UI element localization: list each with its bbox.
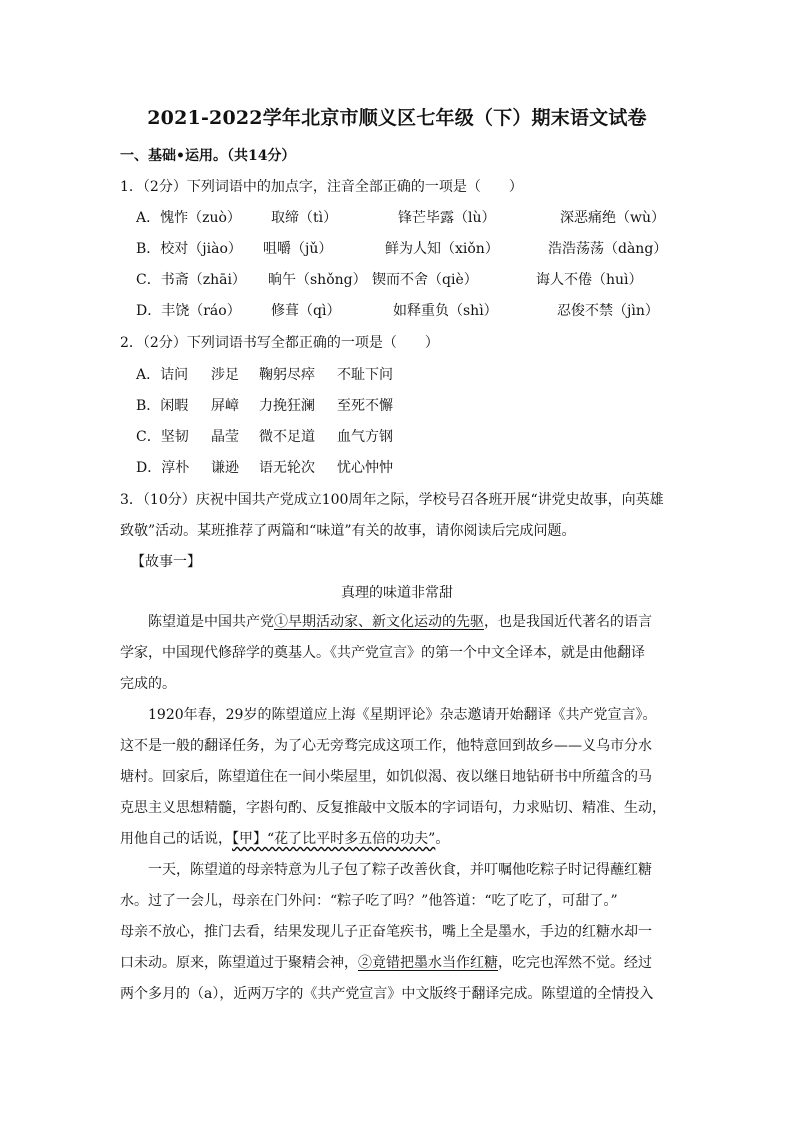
paragraph-2-line-2: 这不是一般的翻译任务，为了心无旁骛完成这项工作，他特意回到故乡——义乌市分水 [120, 738, 652, 754]
question-3-stem-line-2: 致敬”活动。某班推荐了两篇和“味道”有关的故事，请你阅读后完成问题。 [120, 523, 576, 539]
story-title: 真理的味道非常甜 [341, 585, 453, 601]
option-label: D．丰饶（ráo） [136, 303, 241, 319]
option-word: 忧心忡忡 [337, 460, 393, 476]
option-label: A．诘问 [136, 367, 189, 383]
text-segment: 陈望道是中国共产党 [148, 614, 274, 630]
option-label: C．坚韧 [136, 429, 189, 445]
paragraph-2-line-5 [120, 824, 449, 855]
paragraph-2-line-4: 克思主义思想精髓，字斟句酌、反复推敲中文版本的字词语句，力求贴切、精准、生动， [120, 800, 666, 816]
option-word: 锲而不舍（qiè） [372, 272, 478, 288]
underlined-phrase-1: ①早期活动家、新文化运动的先驱 [274, 614, 484, 630]
option-word: 涉足 [211, 367, 239, 383]
paragraph-3-line-4 [120, 948, 652, 979]
question-2-stem: 2．（2分）下列词语书写全都正确的一项是（ ） [120, 335, 439, 351]
option-word: 如释重负（shì） [393, 303, 498, 319]
option-word: 浩浩荡荡（dàng） [548, 241, 668, 257]
paragraph-3-line-3: 母亲不放心，推门去看，结果发现儿子正奋笔疾书，嘴上全是墨水，手边的红糖水却一 [120, 924, 652, 940]
paragraph-2-line-1: 1920年春，29岁的陈望道应上海《星期评论》杂志邀请开始翻译《共产党宣言》。 [148, 707, 657, 723]
option-word: 鞠躬尽瘁 [259, 367, 315, 383]
option-word: 谦逊 [211, 460, 239, 476]
option-word: 咀嚼（jǔ） [263, 241, 333, 257]
option-label: B．校对（jiào） [136, 241, 242, 257]
option-word: 诲人不倦（huì） [536, 272, 643, 288]
option-word: 取缔（tì） [271, 210, 338, 226]
paragraph-3-line-2: 水。过了一会儿，母亲在门外问：“粽子吃了吗？”他答道：“吃了吃了，可甜了。” [120, 893, 618, 909]
text-segment: 。 [435, 831, 450, 847]
question-3-stem-line-1: 3．（10分）庆祝中国共产党成立100周年之际，学校号召各班开展“讲党史故事，向英雄 [120, 492, 664, 508]
paragraph-2-line-3: 塘村。回家后，陈望道住在一间小柴屋里，如饥似渴、夜以继日地钻研书中所蕴含的马 [120, 769, 652, 785]
text-segment: ，吃完也浑然不觉。经过 [498, 955, 652, 971]
option-word: 晶莹 [211, 429, 239, 445]
section-heading: 一、基础•运用。（共14分） [120, 148, 296, 164]
text-segment: 口未动。原来，陈望道过于聚精会神， [120, 955, 358, 971]
option-word: 不耻下问 [337, 367, 393, 383]
option-word: 深恶痛绝（wù） [560, 210, 665, 226]
option-word: 微不足道 [259, 429, 315, 445]
option-label: B．闲暇 [136, 398, 189, 414]
option-word: 至死不懈 [337, 398, 393, 414]
question-1-stem: 1．（2分）下列词语中的加点字，注音全部正确的一项是（ ） [120, 179, 523, 195]
option-word: 力挽狂澜 [259, 398, 315, 414]
option-word: 修葺（qì） [271, 303, 341, 319]
paragraph-3-line-1: 一天，陈望道的母亲特意为儿子包了粽子改善伙食，并叮嘱他吃粽子时记得蘸红糖 [148, 862, 652, 878]
underlined-phrase-2: ②竟错把墨水当作红糖 [358, 955, 498, 971]
option-label: D．淳朴 [136, 460, 190, 476]
paragraph-1-line-1 [148, 607, 652, 638]
paragraph-3-line-5: 两个多月的（a），近两万字的《共产党宣言》中文版终于翻译完成。陈望道的全情投入 [120, 986, 654, 1002]
option-word: 血气方钢 [337, 429, 393, 445]
option-word: 锋芒毕露（lù） [398, 210, 496, 226]
text-segment: 用他自己的话说， [120, 831, 232, 847]
option-word: 屏嶂 [211, 398, 239, 414]
page-title: 2021-2022学年北京市顺义区七年级（下）期末语文试卷 [147, 107, 647, 129]
option-label: C．书斋（zhāi） [136, 272, 246, 288]
paragraph-1-line-3: 完成的。 [120, 676, 176, 692]
story-label: 【故事一】 [131, 554, 201, 570]
option-word: 鲜为人知（xiǒn） [385, 241, 499, 257]
option-word: 语无轮次 [259, 460, 315, 476]
option-word: 晌午（shǒng） [268, 272, 367, 288]
paragraph-1-line-2: 学家，中国现代修辞学的奠基人。《共产党宣言》的第一个中文全译本，就是由他翻译 [120, 645, 645, 661]
option-label: A．愧怍（zuò） [136, 210, 241, 226]
text-segment: ，也是我国近代著名的语言 [484, 614, 652, 630]
marked-phrase-jia: 【甲】“花了比平时多五倍的功夫” [232, 831, 436, 847]
option-word: 忍俊不禁（jìn） [557, 303, 659, 319]
